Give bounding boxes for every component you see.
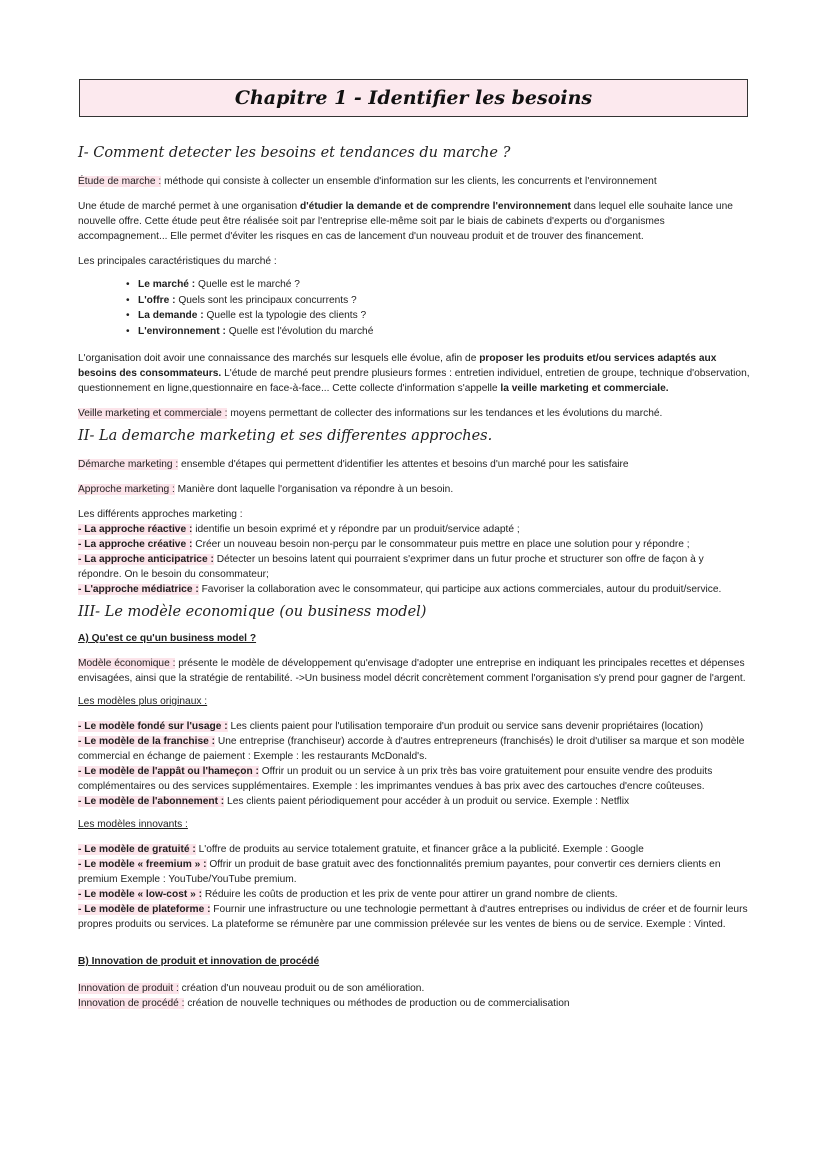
list-item: • L'environnement : Quelle est l'évolution du marché bbox=[138, 324, 750, 340]
list-item: - Le modèle de plateforme : Fournir une infrastructure ou une technologie permettant à d'autres entreprises ou individus de créer et de fournir leurs propres produits ou services. La plateforme se rémunère par une commission prélevée sur les ventes de biens ou de service. Exemple : Vinted. bbox=[78, 904, 748, 930]
originaux-title: Les modèles plus originaux : bbox=[78, 696, 208, 707]
chapter-title: Chapitre 1 - Identifier les besoins bbox=[234, 87, 593, 109]
list-item: - L'approche médiatrice : Favoriser la collaboration avec le consommateur, qui participe aux actions commerciales, autour du produit/service. bbox=[78, 584, 722, 595]
etude-paragraph: Une étude de marché permet à une organisation d'étudier la demande et de comprendre l'environnement dans lequel elle souhaite lance une nouvelle offre. Cette étude peut être réalisée soit par l'entreprise elle-même soit par le biais de cabinets d'experts ou d'organismes accompagnement... Elle permet d'éviter les risques en cas de lancement d'un nouveau produit et de trouver des financement. bbox=[78, 201, 733, 242]
veille-definition: Veille marketing et commerciale : moyens permettant de collecter des informations sur les tendances et les évolutions du marché. bbox=[78, 408, 663, 419]
section-3-heading: III- Le modèle economique (ou business model) bbox=[78, 604, 427, 620]
document-content bbox=[78, 142, 750, 1011]
modele-definition: Modèle économique : présente le modèle de développement qu'envisage d'adopter une entreprise en indiquant les principales recettes et dépenses envisagées, ainsi que la stratégie de rentabilité. ->Un business model décrit concrètement comment l'organisation s'y prend pour gagner de l'argent. bbox=[78, 658, 746, 684]
approches-intro: Les différents approches marketing : bbox=[78, 509, 243, 520]
demarche-definition: Démarche marketing : ensemble d'étapes qui permettent d'identifier les attentes et besoins d'un marché pour les satisfaire bbox=[78, 459, 629, 470]
etude-definition: Étude de marche : méthode qui consiste à collecter un ensemble d'information sur les clients, les concurrents et l'environnement bbox=[78, 176, 657, 187]
subsection-a-title: A) Qu'est ce qu'un business model ? bbox=[78, 633, 257, 644]
subsection-b-title: B) Innovation de produit et innovation de procédé bbox=[78, 956, 320, 967]
innovants-title: Les modèles innovants : bbox=[78, 819, 188, 830]
list-item: • La demande : Quelle est la typologie des clients ? bbox=[138, 308, 750, 324]
approche-definition: Approche marketing : Manière dont laquelle l'organisation va répondre à un besoin. bbox=[78, 484, 454, 495]
list-item: - Le modèle « freemium » : Offrir un produit de base gratuit avec des fonctionnalités premium payantes, pour convertir ces derniers clients en premium Exemple : YouTube/YouTube premium. bbox=[78, 859, 721, 885]
list-item: - Le modèle fondé sur l'usage : Les clients paient pour l'utilisation temporaire d'un produit ou service sans devenir propriétaires (location) bbox=[78, 721, 704, 732]
list-item: - La approche créative : Créer un nouveau besoin non-perçu par le consommateur puis mettre en place une solution pour y répondre ; bbox=[78, 539, 690, 550]
innovation-produit: Innovation de produit : création d'un nouveau produit ou de son amélioration. bbox=[78, 983, 425, 994]
list-item: - Le modèle de la franchise : Une entreprise (franchiseur) accorde à d'autres entrepreneurs (franchisés) le droit d'utiliser sa marque et son modèle commercial en échange de paiement : Exemple : les restaurants McDonald's. bbox=[78, 736, 745, 762]
list-item: - Le modèle « low-cost » : Réduire les coûts de production et les prix de vente pour attirer un grand nombre de clients. bbox=[78, 889, 618, 900]
organisation-paragraph: L'organisation doit avoir une connaissance des marchés sur lesquels elle évolue, afin de proposer les produits et/ou services adaptés aux besoins des consommateurs. L'étude de marché peut prendre plusieurs formes : entretien individuel, entretien de groupe, technique d'observation, questionnement en ligne,questionnaire en face-à-face... Cette collecte d'information s'appelle la veille marketing et commerciale. bbox=[78, 353, 750, 394]
caracteristiques-list bbox=[78, 277, 750, 339]
caracteristiques-intro: Les principales caractéristiques du marché : bbox=[78, 256, 277, 267]
section-1-heading: I- Comment detecter les besoins et tendances du marche ? bbox=[78, 145, 511, 161]
list-item: - La approche anticipatrice : Détecter un besoins latent qui pourraient s'exprimer dans un futur proche et structurer son offre de façon à y répondre. On le besoin du consommateur; bbox=[78, 554, 704, 580]
list-item: - Le modèle de l'abonnement : Les clients paient périodiquement pour accéder à un produit ou service. Exemple : Netflix bbox=[78, 796, 630, 807]
innovation-procede: Innovation de procédé : création de nouvelle techniques ou méthodes de production ou de commercialisation bbox=[78, 998, 570, 1009]
chapter-title-box bbox=[79, 79, 748, 117]
list-item: - Le modèle de l'appât ou l'hameçon : Offrir un produit ou un service à un prix très bas voire gratuitement pour ensuite vendre des produits complémentaires ou des services supplémentaires. Exemple : les imprimantes vendues à bas prix avec des cartouches d'encre coûteuses. bbox=[78, 766, 713, 792]
list-item: • Le marché : Quelle est le marché ? bbox=[138, 277, 750, 293]
list-item: • L'offre : Quels sont les principaux concurrents ? bbox=[138, 293, 750, 309]
list-item: - La approche réactive : identifie un besoin exprimé et y répondre par un produit/service adapté ; bbox=[78, 524, 520, 535]
etude-term: Étude de marche : bbox=[78, 176, 162, 187]
list-item: - Le modèle de gratuité : L'offre de produits au service totalement gratuite, et financer grâce a la publicité. Exemple : Google bbox=[78, 844, 644, 855]
section-2-heading: II- La demarche marketing et ses differentes approches. bbox=[78, 428, 493, 444]
